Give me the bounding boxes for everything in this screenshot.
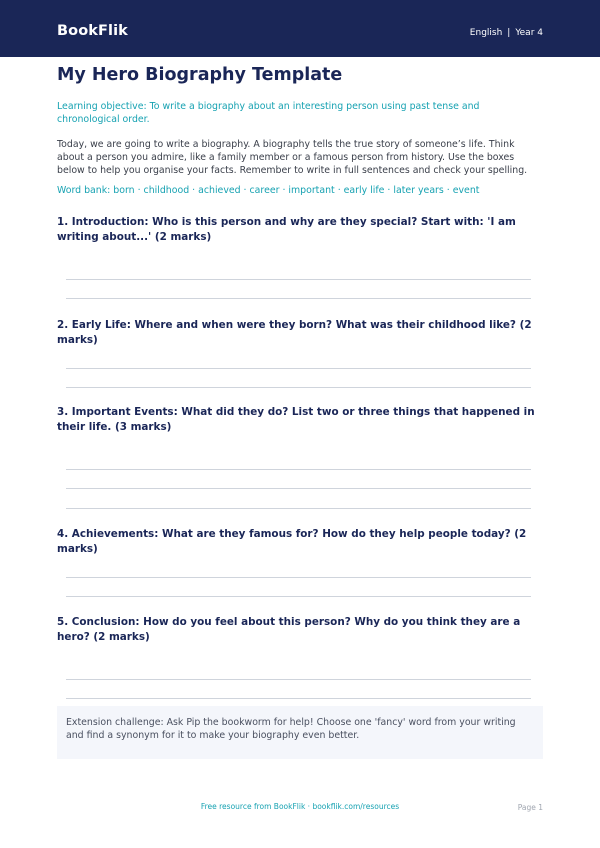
header-bar — [0, 0, 600, 57]
word-bank: Word bank: born · childhood · achieved · career · important · early life · later years · event — [57, 185, 480, 196]
intro-text: Today, we are going to write a biography. A biography tells the true story of someone’s life. Think about a person you admire, like a family member or a famous person from history. Use the boxes below to help you organise your facts. Remember to write in full sentences and check your spelling. — [57, 139, 528, 177]
separator: | — [507, 28, 511, 38]
footer-link[interactable]: Free resource from BookFlik · bookflik.com/resources — [200, 802, 400, 811]
answer-line[interactable] — [66, 488, 531, 489]
subject-year-label — [470, 28, 543, 38]
question-2: 2. Early Life: Where and when were they born? What was their childhood like? (2 marks) — [57, 319, 532, 346]
answer-line[interactable] — [66, 298, 531, 299]
answer-line[interactable] — [66, 577, 531, 578]
question-1: 1. Introduction: Who is this person and why are they special? Start with: 'I am writing about...' (2 marks) — [57, 216, 516, 243]
answer-line[interactable] — [66, 679, 531, 680]
answer-line[interactable] — [66, 279, 531, 280]
answer-line[interactable] — [66, 387, 531, 388]
answer-line[interactable] — [66, 508, 531, 509]
page-title: My Hero Biography Template — [57, 65, 343, 85]
brand-logo[interactable]: BookFlik — [57, 23, 128, 39]
year-label: Year 4 — [515, 28, 543, 38]
page-number: Page 1 — [517, 803, 543, 812]
answer-line[interactable] — [66, 596, 531, 597]
answer-line[interactable] — [66, 698, 531, 699]
subject-label: English — [469, 28, 503, 38]
question-3: 3. Important Events: What did they do? List two or three things that happened in their life. (3 marks) — [57, 406, 535, 433]
extension-challenge-box — [57, 706, 543, 759]
question-4: 4. Achievements: What are they famous for? How do they help people today? (2 marks) — [57, 528, 527, 555]
answer-line[interactable] — [66, 368, 531, 369]
extension-challenge-text: Extension challenge: Ask Pip the bookworm for help! Choose one 'fancy' word from your writing and find a synonym for it to make your biography even better. — [66, 717, 516, 741]
learning-objective: Learning objective: To write a biography about an interesting person using past tense and chronological order. — [57, 101, 480, 125]
answer-line[interactable] — [66, 469, 531, 470]
question-5: 5. Conclusion: How do you feel about this person? Why do you think they are a hero? (2 marks) — [57, 616, 521, 643]
